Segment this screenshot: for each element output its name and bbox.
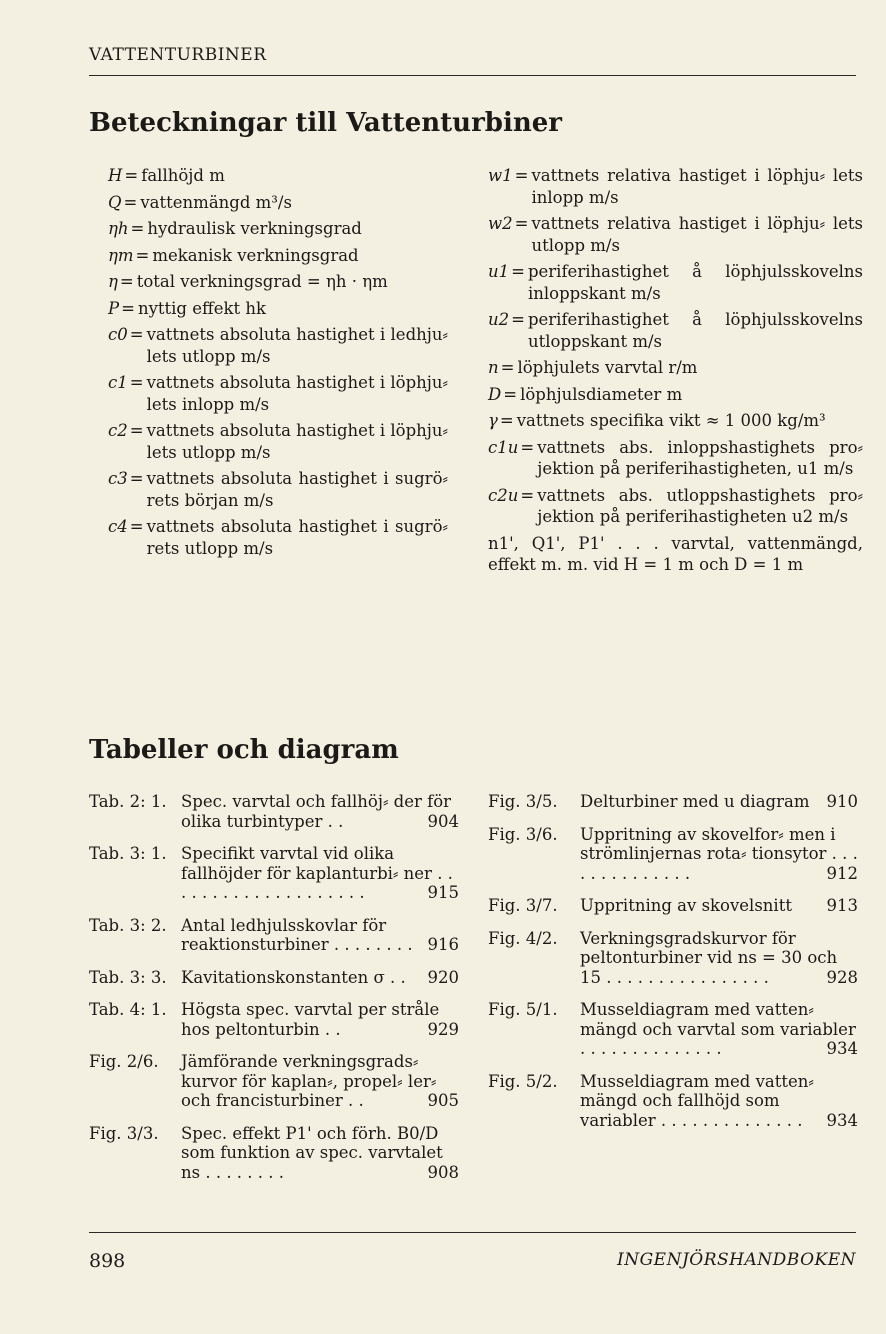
- definition-item: c1u = vattnets abs. inloppshastighets pro⸗ jektion på periferihastigheten, u1 m/s: [488, 437, 863, 478]
- definition-item: c3 = vattnets absoluta hastighet i sugrö⸗ rets början m/s: [108, 469, 448, 510]
- definition-text: vattnets absoluta hastighet i sugrö⸗ rets början m/s: [146, 469, 448, 510]
- entry-label: Tab. 4: 1.: [89, 1000, 167, 1019]
- definition-item: n = löphjulets varvtal r/m: [488, 357, 863, 379]
- definition-symbol: P: [108, 298, 120, 318]
- entry-page: 916: [427, 935, 459, 954]
- entry-page: 934: [826, 1039, 858, 1058]
- definition-symbol: w1: [488, 166, 513, 185]
- definition-symbol: c3: [108, 469, 128, 488]
- entry-title: Högsta spec. varvtal per stråle hos peltonturbin . .: [181, 1000, 440, 1039]
- tables-list-right: [488, 792, 858, 1143]
- definition-item: γ = vattnets specifika vikt ≈ 1 000 kg/m³: [488, 410, 863, 432]
- entry-title: Spec. varvtal och fallhöj⸗ der för olika turbintyper . .: [181, 792, 452, 831]
- definition-text: periferihastighet å löphjulsskovelns inloppskant m/s: [527, 262, 863, 303]
- definition-text: löphjulets varvtal r/m: [517, 358, 698, 377]
- definition-text: fallhöjd m: [141, 166, 225, 185]
- definition-symbol: c1: [108, 373, 128, 392]
- page-number: 898: [89, 1250, 126, 1272]
- entry-page: 912: [826, 863, 858, 883]
- figure-entry: [89, 1052, 459, 1111]
- tables-section-title: Tabeller och diagram: [89, 735, 399, 765]
- entry-title: Specifikt varvtal vid olika fallhöjder för kaplanturbi⸗ ner . . . . . . . . . . . . . . . . . . . .: [181, 844, 453, 902]
- entry-label: Tab. 3: 3.: [89, 967, 167, 987]
- table-entry: [89, 1000, 459, 1039]
- definition-item: c4 = vattnets absoluta hastighet i sugrö⸗ rets utlopp m/s: [108, 517, 448, 558]
- entry-page: 928: [826, 967, 858, 987]
- definition-item: Q = vattenmängd m³/s: [108, 192, 448, 214]
- definition-item: u2 = periferihastighet å löphjulsskovelns utloppskant m/s: [488, 310, 863, 351]
- figure-entry: [488, 1072, 858, 1131]
- definition-item: w1 = vattnets relativa hastiget i löphju⸗ lets inlopp m/s: [488, 166, 863, 207]
- definitions-left: [108, 165, 448, 564]
- entry-page: 904: [427, 811, 459, 831]
- figure-entry: [488, 896, 858, 916]
- definition-text: vattenmängd m³/s: [140, 192, 292, 212]
- entry-label: Tab. 3: 1.: [89, 844, 167, 863]
- entry-label: Tab. 3: 2.: [89, 915, 167, 935]
- definition-text: vattnets abs. utloppshastighets pro⸗ jektion på periferihastigheten u2 m/s: [537, 485, 863, 526]
- running-head: VATTENTURBINER: [89, 45, 267, 65]
- definition-text: vattnets relativa hastiget i löphju⸗ lets utlopp m/s: [531, 214, 863, 255]
- entry-page: 929: [427, 1019, 459, 1039]
- entry-title: Spec. effekt P1' och förh. B0/D som funktion av spec. varvtalet ns . . . . . . . .: [181, 1123, 443, 1182]
- definition-symbol: η: [108, 272, 118, 291]
- entry-label: Fig. 5/1.: [488, 1000, 558, 1019]
- book-title: INGENJÖRSHANDBOKEN: [617, 1250, 856, 1270]
- definition-item: P = nyttig effekt hk: [108, 298, 448, 320]
- definition-item: c2u = vattnets abs. utloppshastighets pro⸗ jektion på periferihastigheten u2 m/s: [488, 485, 863, 526]
- definitions-right: [488, 165, 863, 581]
- entry-label: Tab. 2: 1.: [89, 792, 167, 811]
- definition-text: total verkningsgrad = ηh · ηm: [136, 272, 388, 291]
- definition-item: ηm = mekanisk verkningsgrad: [108, 245, 448, 267]
- table-entry: [89, 792, 459, 831]
- definition-symbol: Q: [108, 192, 122, 212]
- definition-text: vattnets relativa hastiget i löphju⸗ lets inlopp m/s: [531, 166, 863, 207]
- entry-title: Antal ledhjulsskovlar för reaktionsturbiner . . . . . . . .: [181, 915, 413, 954]
- figure-entry: [488, 825, 858, 884]
- definition-text: hydraulisk verkningsgrad: [147, 219, 362, 238]
- figure-entry: [488, 1000, 858, 1059]
- bottom-rule: [89, 1232, 856, 1233]
- definition-item: c1 = vattnets absoluta hastighet i löphju⸗ lets inlopp m/s: [108, 373, 448, 414]
- entry-label: Fig. 3/7.: [488, 896, 558, 915]
- entry-title: Kavitationskonstanten σ . .: [181, 967, 406, 987]
- definition-symbol: ηh: [108, 219, 129, 238]
- definition-item: c2 = vattnets absoluta hastighet i löphju⸗ lets utlopp m/s: [108, 421, 448, 462]
- entry-title: Jämförande verkningsgrads⸗ kurvor för kaplan⸗, propel⸗ ler⸗ och francisturbiner . .: [181, 1052, 437, 1110]
- entry-page: 905: [427, 1091, 459, 1110]
- definition-text: löphjulsdiameter m: [520, 384, 683, 404]
- entry-page: 915: [427, 883, 459, 902]
- definition-symbol: γ: [488, 411, 498, 430]
- definition-symbol: ηm: [108, 245, 134, 265]
- definition-symbol: c2: [108, 421, 128, 440]
- definition-text: vattnets specifika vikt ≈ 1 000 kg/m³: [516, 411, 826, 430]
- definition-item: u1 = periferihastighet å löphjulsskovelns inloppskant m/s: [488, 262, 863, 303]
- tables-list-left: [89, 792, 459, 1195]
- definition-symbol: c1u: [488, 437, 519, 457]
- figure-entry: [488, 929, 858, 988]
- definition-item: η = total verkningsgrad = ηh · ηm: [108, 271, 448, 293]
- definition-text: vattnets absoluta hastighet i ledhju⸗ lets utlopp m/s: [146, 325, 448, 366]
- entry-page: 934: [826, 1110, 858, 1130]
- definition-text: vattnets absoluta hastighet i löphju⸗ lets inlopp m/s: [146, 373, 448, 414]
- definition-symbol: c2u: [488, 485, 519, 505]
- definition-symbol: n: [488, 358, 499, 377]
- definition-text: nyttig effekt hk: [137, 298, 266, 318]
- definition-text: vattnets absoluta hastighet i löphju⸗ lets utlopp m/s: [146, 421, 448, 462]
- entry-title: Musseldiagram med vatten⸗ mängd och varvtal som variabler . . . . . . . . . . . . . .: [580, 1000, 856, 1058]
- entry-title: Musseldiagram med vatten⸗ mängd och fallhöjd som variabler . . . . . . . . . . . . . .: [580, 1071, 814, 1130]
- entry-title: Delturbiner med u diagram: [580, 792, 810, 811]
- definition-symbol: c0: [108, 325, 128, 344]
- definition-item: c0 = vattnets absoluta hastighet i ledhju⸗ lets utlopp m/s: [108, 325, 448, 366]
- definition-item: H = fallhöjd m: [108, 165, 448, 187]
- entry-title: Uppritning av skovelsnitt: [580, 896, 792, 915]
- definition-symbol: w2: [488, 214, 513, 233]
- entry-page: 913: [826, 896, 858, 915]
- table-entry: [89, 916, 459, 955]
- definition-text: vattnets absoluta hastighet i sugrö⸗ rets utlopp m/s: [146, 517, 448, 558]
- table-entry: [89, 844, 459, 903]
- entry-label: Fig. 3/3.: [89, 1123, 159, 1143]
- definition-text: periferihastighet å löphjulsskovelns utloppskant m/s: [527, 310, 863, 351]
- definition-symbol: u1: [488, 262, 510, 281]
- definition-symbol: u2: [488, 310, 510, 329]
- entry-label: Fig. 2/6.: [89, 1052, 159, 1071]
- entry-page: 920: [427, 967, 459, 987]
- entry-label: Fig. 3/6.: [488, 824, 558, 844]
- definition-item: ηh = hydraulisk verkningsgrad: [108, 218, 448, 240]
- definition-text: vattnets abs. inloppshastighets pro⸗ jektion på periferihastigheten, u1 m/s: [537, 437, 863, 478]
- table-entry: [89, 968, 459, 988]
- section-title: Beteckningar till Vattenturbiner: [89, 108, 562, 138]
- entry-label: Fig. 3/5.: [488, 792, 558, 811]
- entry-page: 908: [427, 1162, 459, 1182]
- entry-title: Verkningsgradskurvor för peltonturbiner vid ns = 30 och 15 . . . . . . . . . . . . . . . .: [580, 928, 838, 987]
- definition-symbol: H: [108, 166, 123, 185]
- entry-label: Fig. 5/2.: [488, 1071, 558, 1091]
- definition-text: mekanisk verkningsgrad: [152, 245, 359, 265]
- entry-title: Uppritning av skovelfor⸗ men i strömlinjernas rota⸗ tionsytor . . . . . . . . . . . . . .: [580, 824, 858, 883]
- definitions-note: n1', Q1', P1' . . . varvtal, vattenmängd, effekt m. m. vid H = 1 m och D = 1 m: [488, 533, 863, 574]
- definition-symbol: D: [488, 384, 502, 404]
- top-rule: [89, 75, 856, 76]
- definition-item: w2 = vattnets relativa hastiget i löphju⸗ lets utlopp m/s: [488, 214, 863, 255]
- figure-entry: [488, 792, 858, 812]
- definition-symbol: c4: [108, 517, 128, 536]
- entry-label: Fig. 4/2.: [488, 928, 558, 948]
- entry-page: 910: [826, 792, 858, 811]
- definition-item: D = löphjulsdiameter m: [488, 384, 863, 406]
- figure-entry: [89, 1124, 459, 1183]
